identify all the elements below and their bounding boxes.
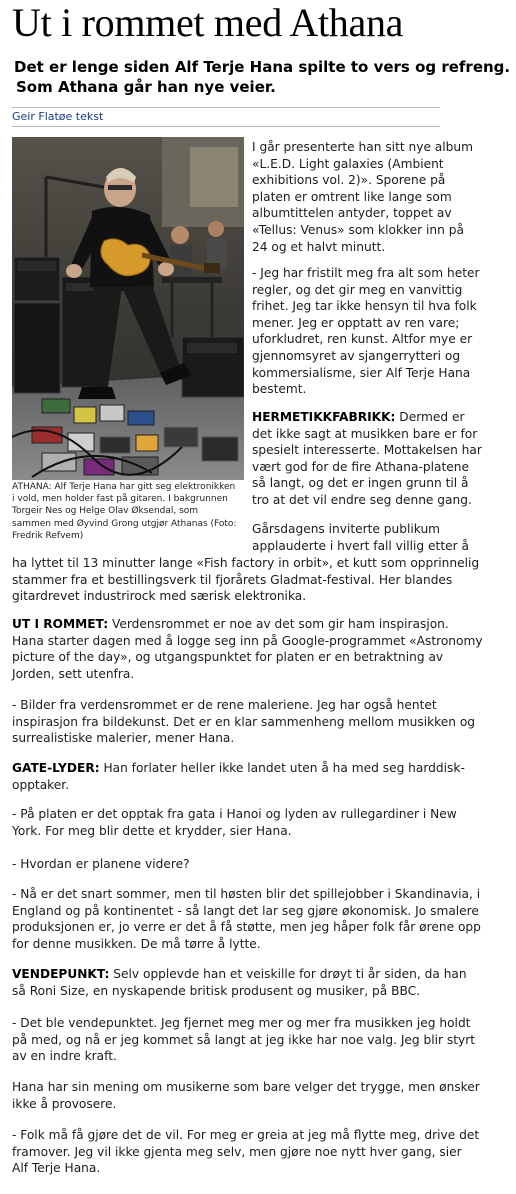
text-line: framover. Jeg vil ikke gjenta meg selv, men gjøre noe nytt hver gang, sier	[12, 1144, 462, 1159]
paragraph	[12, 616, 512, 682]
text-line: I går presenterte han sitt nye album	[252, 140, 473, 154]
text-line: bestemt.	[252, 382, 307, 397]
paragraph	[12, 806, 512, 839]
text-line: uforkludret, ren kunst. Altfor mye er	[252, 332, 473, 347]
text-line: spesielt interesserte. Mottakelsen har	[252, 443, 482, 458]
ingress-line: Som Athana går han nye veier.	[16, 78, 276, 96]
text-line: det ikke sagt at musikken bare er for	[252, 426, 478, 441]
paragraph	[12, 697, 512, 747]
text-line: så langt, og det er ingen grunn til å	[252, 476, 469, 491]
text-line: Jorden, sett utenfra.	[12, 666, 135, 681]
text-line: gitardrevet industrirock med særisk elektronika.	[12, 589, 307, 604]
paragraph	[252, 409, 514, 509]
text-line: Hana starter dagen med å logge seg inn på Google-programmet «Astronomy	[12, 633, 483, 648]
text-line: opptaker.	[12, 777, 70, 792]
caption-line: i vold, men holder fast på gitaren. I bakgrunnen	[12, 494, 228, 505]
divider	[12, 126, 440, 127]
text-line: ikke å provosere.	[12, 1096, 117, 1111]
text-line: tro at det vil endre seg denne gang.	[252, 492, 472, 507]
section-lead: UT I ROMMET:	[12, 617, 109, 631]
text-line: regler, og det gir meg en vanvittig	[252, 282, 463, 297]
text-line: surrealistiske malerier, mener Hana.	[12, 731, 235, 746]
text-line	[252, 409, 514, 426]
text-line	[12, 966, 512, 983]
photo-guitarist-on-stage-icon	[12, 137, 244, 480]
text-line: - På platen er det opptak fra gata i Hanoi og lyden av rullegardiner i New	[12, 807, 457, 821]
text-line: - Bilder fra verdensrommet er de rene maleriene. Jeg har også hentet	[12, 698, 437, 712]
paragraph	[12, 966, 512, 999]
divider	[12, 107, 440, 108]
text-line: på med, og nå er jeg kommet så langt at jeg ikke har noe valg. Jeg blir styrt	[12, 1032, 476, 1047]
text-line: ha lyttet til 13 minutter lange «Fish factory in orbit», et kutt som opprinnelig	[12, 556, 480, 570]
paragraph	[12, 555, 512, 605]
text-line: England og på kontinentet - så langt det lar seg gjøre økonomisk. Jo smalere	[12, 903, 479, 918]
paragraph	[252, 265, 514, 398]
text-line: for denne musikken. De må tørre å lytte.	[12, 936, 261, 951]
paragraph	[12, 856, 512, 873]
text-line: så Roni Size, en nyskapende britisk produsent og musiker, på BBC.	[12, 983, 421, 998]
byline-link[interactable]: Geir Flatøe tekst	[12, 110, 104, 123]
paragraph	[12, 760, 512, 793]
ingress-line: Det er lenge siden Alf Terje Hana spilte to vers og refreng.	[14, 58, 511, 76]
text-line: albumtittelen antyder, toppet av	[252, 206, 452, 221]
text-run: Han forlater heller ikke landet uten å ha med seg harddisk-	[99, 761, 465, 775]
text-line: Alf Terje Hana.	[12, 1161, 101, 1176]
text-run: Verdensrommet er noe av det som gir ham inspirasjon.	[108, 617, 449, 631]
text-line	[12, 760, 512, 777]
article-headline: Ut i rommet med Athana	[12, 0, 404, 45]
text-line: Gårsdagens inviterte publikum	[252, 522, 441, 536]
text-line: picture of the day», og utgangspunktet for platen er en betraktning av	[12, 650, 444, 665]
text-line: York. For meg blir dette et krydder, sier Hana.	[12, 823, 292, 838]
text-line: 24 og et halvt minutt.	[252, 239, 386, 254]
section-lead: HERMETIKKFABRIKK:	[252, 410, 396, 424]
text-line: applauderte i hvert fall villig etter å	[252, 538, 469, 553]
text-line: «L.E.D. Light galaxies (Ambient	[252, 156, 444, 171]
caption-line: sammen med Øyvind Grong utgjør Athanas (Foto:	[12, 518, 237, 529]
text-line	[12, 616, 512, 633]
text-line: av en indre kraft.	[12, 1049, 117, 1064]
text-run: Selv opplevde han et veiskille for drøyt ti år siden, da han	[109, 967, 467, 981]
paragraph	[12, 1079, 512, 1112]
article-ingress	[14, 57, 511, 97]
text-line: «Tellus: Venus» som klokker inn på	[252, 222, 464, 237]
text-line: gjennomsyret av sjangerrytteri og	[252, 348, 461, 363]
text-line: - Hvordan er planene videre?	[12, 857, 190, 871]
text-line: kommersialisme, sier Alf Terje Hana	[252, 365, 471, 380]
photo-caption	[12, 481, 248, 542]
caption-line: Fredrik Refvem)	[12, 530, 84, 541]
section-lead: GATE-LYDER:	[12, 761, 100, 775]
text-line: produksjonen er, jo verre er det å få støtte, men jeg håper folk får ørene opp	[12, 920, 481, 935]
section-lead: VENDEPUNKT:	[12, 967, 110, 981]
text-line: vært god for de fire Athana-platene	[252, 459, 469, 474]
paragraph	[12, 886, 512, 952]
paragraph	[12, 1127, 512, 1177]
text-line: frihet. Jeg tar ikke hensyn til hva folk	[252, 299, 477, 314]
paragraph	[252, 521, 514, 554]
text-line: stammer fra et bestillingsverk til fjorårets Gladmat-festival. Her blandes	[12, 572, 453, 587]
text-line: - Det ble vendepunktet. Jeg fjernet meg mer og mer fra musikken jeg holdt	[12, 1016, 471, 1030]
paragraph	[12, 1015, 512, 1065]
text-line: - Folk må få gjøre det de vil. For meg er greia at jeg må flytte meg, drive det	[12, 1128, 480, 1142]
caption-line: Torgeir Nes og Helge Olav Øksendal, som	[12, 506, 199, 517]
caption-line: ATHANA: Alf Terje Hana har gitt seg elektronikken	[12, 482, 236, 492]
text-line: Hana har sin mening om musikerne som bare velger det trygge, men ønsker	[12, 1080, 480, 1094]
text-line: inspirasjon fra bildekunst. Det er en klar sammenheng mellom musikken og	[12, 714, 476, 729]
text-run: Dermed er	[395, 410, 465, 424]
text-line: - Nå er det snart sommer, men til høsten blir det spillejobber i Skandinavia, i	[12, 887, 481, 901]
text-line: - Jeg har fristilt meg fra alt som heter	[252, 266, 480, 280]
text-line: mener. Jeg er opptatt av ren vare;	[252, 315, 460, 330]
text-line: exhibitions vol. 2)». Sporene på	[252, 173, 446, 188]
paragraph	[252, 139, 514, 255]
text-line: platen er omtrent like lange som	[252, 189, 452, 204]
